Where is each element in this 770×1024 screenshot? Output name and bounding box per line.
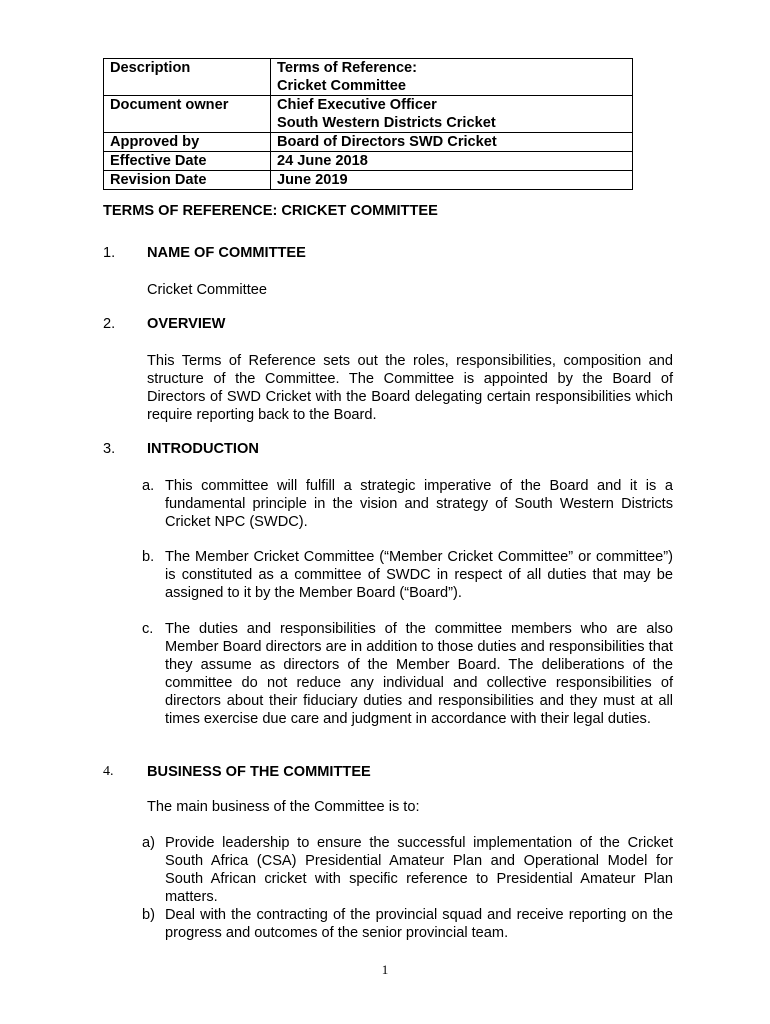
table-row [104,59,633,96]
section-1-text: Cricket Committee [147,282,268,298]
meta-value [271,59,633,96]
list-item-label: c. [142,621,154,637]
meta-value: June 2019 [271,171,633,190]
list-item-text: Deal with the contracting of the provincial squad and receive reporting on the progress and outcomes of the senior provincial team. [165,907,673,941]
meta-label: Description [104,59,271,96]
meta-value-line: Chief Executive Officer [277,97,437,113]
section-heading: OVERVIEW [147,316,226,332]
list-item [142,906,673,942]
section-heading: INTRODUCTION [147,441,259,457]
section-heading: NAME OF COMMITTEE [147,245,306,261]
list-item-label: a. [142,478,155,494]
list-item [142,620,673,728]
list-item-text: Provide leadership to ensure the successful implementation of the Cricket South Africa (CSA) Presidential Amateur Plan and Operational Model for South African cricket with specific reference to Presidential Amateur Plan matters. [165,835,673,905]
list-item-text: This committee will fulfill a strategic imperative of the Board and it is a fundamental principle in the vision and strategy of South Western Districts Cricket NPC (SWDC). [165,478,673,530]
list-item [142,548,673,602]
list-item-label: a) [142,835,155,851]
meta-label: Document owner [104,96,271,133]
section-number: 2. [103,316,116,332]
section-number: 4. [103,764,114,779]
meta-label: Effective Date [104,152,271,171]
section-2-text: This Terms of Reference sets out the roles, responsibilities, composition and structure of the Committee. The Committee is appointed by the Board of Directors of SWD Cricket with the Board delegating certain responsibilities which require reporting back to the Board. [147,353,673,423]
list-item-text: The Member Cricket Committee (“Member Cricket Committee” or committee”) is constituted as a committee of SWDC in respect of all duties that may be assigned to it by the Member Board (“Board”). [165,549,673,601]
meta-value: 24 June 2018 [271,152,633,171]
meta-value-line: Terms of Reference: [277,60,418,76]
table-row [104,171,633,190]
section-4-intro: The main business of the Committee is to: [147,799,420,815]
page-number: 1 [381,962,389,977]
section-heading: BUSINESS OF THE COMMITTEE [147,764,371,780]
table-row [104,152,633,171]
section-number: 3. [103,441,116,457]
table-row [104,96,633,133]
meta-value [271,96,633,133]
meta-value-line: Cricket Committee [277,78,406,94]
list-item [142,834,673,906]
meta-value: Board of Directors SWD Cricket [271,133,633,152]
list-item [142,477,673,531]
document-meta-table [103,58,633,190]
list-item-text: The duties and responsibilities of the committee members who are also Member Board directors are in addition to those duties and responsibilities that they assume as directors of the Member Board. The deliberations of the committee do not reduce any individual and collective responsibilities of directors about their fiduciary duties and responsibilities and they must at all times exercise due care and judgment in accordance with their legal duties. [165,621,673,727]
meta-label: Revision Date [104,171,271,190]
document-title: TERMS OF REFERENCE: CRICKET COMMITTEE [103,203,438,219]
table-row [104,133,633,152]
meta-value-line: South Western Districts Cricket [277,115,496,131]
list-item-label: b) [142,907,155,923]
list-item-label: b. [142,549,155,565]
meta-label: Approved by [104,133,271,152]
section-number: 1. [103,245,116,261]
